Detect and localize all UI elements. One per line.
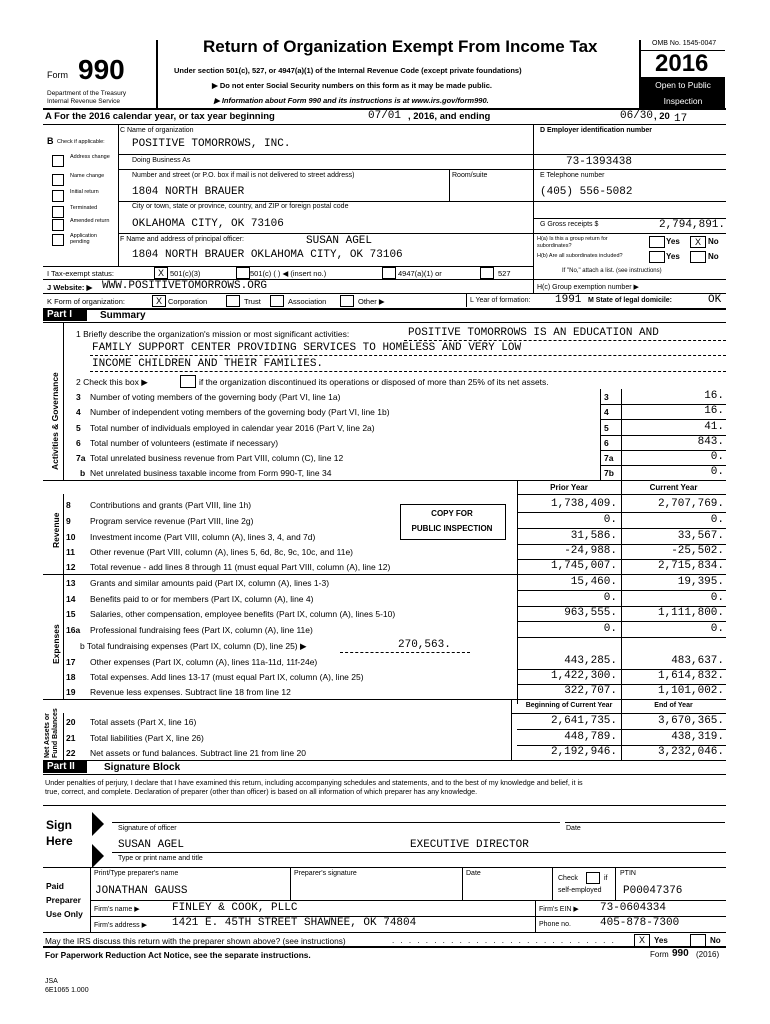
- current-year-value: 483,637.: [671, 655, 724, 667]
- current-year-value: 1,101,002.: [657, 685, 724, 697]
- dba-label: Doing Business As: [132, 157, 191, 164]
- website-value: WWW.POSITIVETOMORROWS.ORG: [102, 280, 268, 292]
- jsa-label: JSA: [45, 978, 58, 985]
- officer-title: EXECUTIVE DIRECTOR: [410, 839, 529, 851]
- current-year-value: 3,232,046.: [657, 746, 724, 758]
- preparer-name-label: Print/Type preparer's name: [94, 870, 179, 877]
- city-label: City or town, state or province, country, and ZIP or foreign postal code: [132, 203, 349, 210]
- col-end-year: End of Year: [654, 702, 693, 709]
- check-if-applicable: Check if applicable:: [57, 139, 105, 145]
- other-label: Other ▶: [358, 297, 385, 306]
- gov-line-text: Total number of individuals employed in calendar year 2016 (Part V, line 2a): [90, 423, 375, 433]
- omb-number: OMB No. 1545-0047: [652, 40, 717, 47]
- 527-checkbox[interactable]: [480, 267, 494, 279]
- prior-year-value: 2,192,946.: [550, 746, 617, 758]
- gross-receipts-value: 2,794,891.: [658, 219, 725, 231]
- gov-line-number: 6: [76, 438, 81, 448]
- gov-line-text: Number of independent voting members of the governing body (Part VI, line 1b): [90, 407, 390, 417]
- ptin-label: PTIN: [620, 870, 636, 877]
- summary-line-number: 12: [66, 562, 76, 572]
- gov-line-number: b: [80, 468, 86, 478]
- state-domicile-value: OK: [708, 294, 722, 306]
- website-label: J Website: ▶: [47, 283, 93, 292]
- perjury-statement-1: Under penalties of perjury, I declare that I have examined this return, including accompanying schedules and statements, and to the best of my knowledge and belief, it is: [45, 778, 583, 787]
- line16b-value: 270,563.: [398, 639, 451, 651]
- firm-ein-label: Firm's EIN ▶: [539, 906, 579, 913]
- dept-irs: Internal Revenue Service: [47, 98, 120, 105]
- ha-no-label: No: [708, 237, 719, 246]
- summary-line-text: Investment income (Part VIII, column (A), lines 3, 4, and 7d): [90, 532, 316, 542]
- b-checkbox[interactable]: [52, 174, 64, 186]
- gov-line-number: 4: [76, 407, 81, 417]
- state-domicile-label: M State of legal domicile:: [588, 297, 673, 304]
- b-item-label: Name change: [70, 173, 105, 179]
- other-checkbox[interactable]: [340, 295, 354, 307]
- prior-year-value: 0.: [603, 514, 617, 526]
- self-employed-label: self-employed: [558, 887, 602, 894]
- summary-line-number: 8: [66, 500, 71, 510]
- tax-year-end-yy: 17: [674, 113, 688, 125]
- prior-year-value: 0.: [603, 623, 617, 635]
- gov-line-value: 41.: [704, 421, 724, 433]
- b-item-label: Initial return: [70, 189, 99, 195]
- form-ref-number: 990: [672, 948, 689, 959]
- summary-line-text: Grants and similar amounts paid (Part IX, column (A), lines 1-3): [90, 578, 330, 588]
- prior-year-value: 2,641,735.: [550, 715, 617, 727]
- mission-line-3: INCOME CHILDREN AND THEIR FAMILIES.: [92, 358, 324, 370]
- summary-line-text: Other revenue (Part VIII, column (A), lines 5, 6d, 8c, 9c, 10c, and 11e): [90, 547, 353, 557]
- year-formation-value: 1991: [555, 294, 582, 306]
- current-year-value: 0.: [710, 623, 724, 635]
- attach-list-note: If "No," attach a list. (see instructions): [562, 268, 662, 274]
- form-of-org-label: K Form of organization:: [47, 297, 125, 306]
- prior-year-value: 1,745,007.: [550, 560, 617, 572]
- summary-line-text: Total liabilities (Part X, line 26): [90, 733, 204, 743]
- b-item-label: Terminated: [70, 205, 98, 211]
- gross-receipts-label: G Gross receipts $: [540, 221, 599, 228]
- form-subtitle-1: Under section 501(c), 527, or 4947(a)(1) of the Internal Revenue Code (except private foundations): [174, 66, 522, 75]
- discuss-yes-label: Yes: [654, 936, 668, 945]
- paperwork-notice: For Paperwork Reduction Act Notice, see the separate instructions.: [45, 950, 311, 960]
- current-year-value: 2,715,834.: [657, 560, 724, 572]
- prior-year-value: 1,738,409.: [550, 498, 617, 510]
- part1-tag: Part I: [43, 309, 87, 321]
- hb-no-checkbox[interactable]: [690, 251, 706, 263]
- principal-officer-address: 1804 NORTH BRAUER OKLAHOMA CITY, OK 73106: [132, 249, 403, 261]
- year-formation-label: L Year of formation:: [470, 297, 531, 304]
- gov-line-text: Number of voting members of the governing body (Part VI, line 1a): [90, 392, 341, 402]
- form-subtitle-3: ▶ Information about Form 990 and its instructions is at www.irs.gov/form990.: [214, 96, 489, 105]
- type-name-label: Type or print name and title: [118, 855, 203, 862]
- gov-line-box: 5: [604, 423, 609, 433]
- summary-line-number: 20: [66, 717, 76, 727]
- sign-label: Sign: [46, 818, 72, 832]
- paid-label: Paid: [46, 881, 64, 891]
- firm-address-label: Firm's address ▶: [94, 922, 148, 929]
- part2-tag: Part II: [43, 761, 87, 773]
- gov-line-value: 843.: [697, 436, 724, 448]
- city-state-zip: OKLAHOMA CITY, OK 73106: [132, 218, 284, 230]
- preparer-name: JONATHAN GAUSS: [95, 885, 188, 897]
- firm-address: 1421 E. 45TH STREET SHAWNEE, OK 74804: [172, 917, 417, 929]
- ein-label: D Employer identification number: [540, 127, 653, 134]
- 4947-label: 4947(a)(1) or: [398, 269, 442, 278]
- ha-no-checkbox[interactable]: X: [690, 236, 706, 248]
- ein-value: 73-1393438: [566, 156, 633, 168]
- prior-year-value: 443,285.: [564, 655, 617, 667]
- gov-line-number: 7a: [76, 453, 86, 463]
- b-checkbox[interactable]: [52, 206, 64, 218]
- b-item-label: Address change: [70, 154, 110, 160]
- principal-officer: SUSAN AGEL: [306, 235, 373, 247]
- current-year-value: 33,567.: [677, 530, 724, 542]
- tax-year-end: 06/30: [620, 110, 654, 122]
- 4947-checkbox[interactable]: [382, 267, 396, 279]
- room-suite-label: Room/suite: [452, 172, 488, 179]
- summary-line-text: Contributions and grants (Part VIII, line 1h): [90, 500, 252, 510]
- summary-line-text: Program service revenue (Part VIII, line 2g): [90, 516, 254, 526]
- gov-line-text: Net unrelated business taxable income from Form 990-T, line 34: [90, 468, 332, 478]
- summary-line-number: 18: [66, 672, 76, 682]
- side-label-net-assets: Net Assets or Fund Balances: [44, 708, 59, 758]
- officer-name: SUSAN AGEL: [118, 839, 185, 851]
- current-year-value: 0.: [710, 592, 724, 604]
- part1-title: Summary: [100, 310, 146, 321]
- summary-line-number: 9: [66, 516, 71, 526]
- 501c3-label: 501(c)(3): [170, 269, 201, 278]
- hb-yes-checkbox[interactable]: [649, 251, 665, 263]
- signature-officer-label: Signature of officer: [118, 825, 177, 832]
- summary-line-text: Professional fundraising fees (Part IX, column (A), line 11e): [90, 625, 313, 635]
- gov-line-box: 4: [604, 407, 609, 417]
- phone-label: Phone no.: [539, 921, 571, 928]
- summary-line-text: Salaries, other compensation, employee benefits (Part IX, column (A), lines 5-10): [90, 609, 396, 619]
- b-checkbox[interactable]: [52, 219, 64, 231]
- line-a-end-year-pre: , 20: [654, 111, 670, 122]
- hb-no-label: No: [708, 252, 719, 261]
- preparer-phone: 405-878-7300: [600, 917, 680, 929]
- summary-line-text: Benefits paid to or for members (Part IX, column (A), line 4): [90, 594, 314, 604]
- telephone-value: (405) 556-5082: [540, 186, 633, 198]
- b-checkbox[interactable]: [52, 190, 64, 202]
- line1-label: 1 Briefly describe the organization's mission or most significant activities:: [76, 329, 350, 339]
- section-b-label: B: [47, 136, 54, 146]
- gov-line-text: Total number of volunteers (estimate if necessary): [90, 438, 279, 448]
- form-title: Return of Organization Exempt From Income Tax: [203, 37, 598, 56]
- ha-yes-label: Yes: [666, 237, 680, 246]
- line16b-label: b Total fundraising expenses (Part IX, column (D), line 25) ▶: [80, 641, 307, 651]
- b-item-label: Application pending: [70, 233, 97, 245]
- line-a-mid: , 2016, and ending: [408, 111, 491, 122]
- sign-arrow-icon: [92, 810, 108, 870]
- summary-line-number: 16a: [66, 625, 81, 635]
- current-year-value: 19,395.: [677, 576, 724, 588]
- summary-line-number: 14: [66, 594, 76, 604]
- 501c-other-label: 501(c) ( ) ◀ (insert no.): [250, 269, 327, 278]
- org-name: POSITIVE TOMORROWS, INC.: [132, 138, 291, 150]
- prior-year-value: 15,460.: [570, 576, 617, 588]
- b-checkbox[interactable]: [52, 234, 64, 246]
- 501c3-checkbox[interactable]: X: [154, 267, 168, 279]
- prior-year-value: 0.: [603, 592, 617, 604]
- discuss-no-label: No: [710, 936, 721, 945]
- principal-officer-label: F Name and address of principal officer:: [120, 236, 244, 243]
- preparer-date-label: Date: [466, 870, 481, 877]
- 527-label: 527: [498, 269, 511, 278]
- col-beginning-year: Beginning of Current Year: [525, 702, 613, 709]
- summary-line-text: Other expenses (Part IX, column (A), lines 11a-11d, 11f-24e): [90, 657, 318, 667]
- line2-label-a: 2 Check this box ▶: [76, 377, 148, 387]
- gov-line-number: 3: [76, 392, 81, 402]
- discontinued-checkbox[interactable]: [180, 375, 196, 388]
- use-only-label: Use Only: [46, 909, 83, 919]
- current-year-value: 3,670,365.: [657, 715, 724, 727]
- side-label-expenses: Expenses: [51, 624, 61, 664]
- summary-line-number: 10: [66, 532, 76, 542]
- summary-line-text: Total expenses. Add lines 13-17 (must equal Part IX, column (A), line 25): [90, 672, 364, 682]
- form-number: 990: [78, 54, 125, 85]
- ha-yes-checkbox[interactable]: [649, 236, 665, 248]
- line2-label-b: if the organization discontinued its operations or disposed of more than 25% of its net assets.: [199, 377, 549, 387]
- preparer-signature-label: Preparer's signature: [294, 870, 357, 877]
- b-item-label: Amended return: [70, 218, 110, 224]
- gov-line-value: 0.: [710, 466, 724, 478]
- summary-line-number: 22: [66, 748, 76, 758]
- tax-year: 2016: [655, 50, 709, 77]
- street-label: Number and street (or P.O. box if mail is not delivered to street address): [132, 172, 355, 179]
- prior-year-value: 448,789.: [564, 731, 617, 743]
- part2-title: Signature Block: [104, 762, 181, 773]
- corporation-checkbox[interactable]: X: [152, 295, 166, 307]
- prior-year-value: 31,586.: [570, 530, 617, 542]
- if-label: if: [604, 875, 608, 882]
- tax-year-begin: 07/01: [368, 110, 402, 122]
- hb-yes-label: Yes: [666, 252, 680, 261]
- side-label-revenue: Revenue: [51, 512, 61, 548]
- jsa-code: 6E1065 1.000: [45, 987, 89, 994]
- form-ref-prefix: Form: [650, 950, 669, 959]
- open-public-1: Open to Public: [655, 80, 711, 90]
- mission-line-2: FAMILY SUPPORT CENTER PROVIDING SERVICES TO HOMELESS AND VERY LOW: [92, 342, 522, 354]
- preparer-label: Preparer: [46, 895, 81, 905]
- dept-treasury: Department of the Treasury: [47, 90, 127, 97]
- self-employed-checkbox[interactable]: [586, 872, 600, 884]
- street-address: 1804 NORTH BRAUER: [132, 186, 245, 198]
- current-year-value: 0.: [710, 514, 724, 526]
- line-a-label: A For the 2016 calendar year, or tax year beginning: [45, 111, 275, 122]
- discuss-question: May the IRS discuss this return with the preparer shown above? (see instructions): [45, 936, 346, 946]
- gov-line-value: 16.: [704, 390, 724, 402]
- group-exemption-label: H(c) Group exemption number ▶: [537, 284, 639, 291]
- org-name-label: C Name of organization: [120, 127, 194, 134]
- gov-line-box: 6: [604, 438, 609, 448]
- mission-line-1: POSITIVE TOMORROWS IS AN EDUCATION AND: [408, 327, 659, 339]
- public-inspection-stamp: PUBLIC INSPECTION: [411, 524, 493, 533]
- 501c-other-checkbox[interactable]: [236, 267, 250, 279]
- discuss-yes-checkbox[interactable]: X: [634, 934, 650, 947]
- current-year-value: 2,707,769.: [657, 498, 724, 510]
- col-current-year: Current Year: [649, 483, 698, 492]
- gov-line-box: 7b: [604, 468, 614, 478]
- firm-name-label: Firm's name ▶: [94, 906, 140, 913]
- ptin-value: P00047376: [623, 885, 683, 897]
- form-ref-year: (2016): [696, 950, 720, 959]
- gov-line-box: 3: [604, 392, 609, 402]
- perjury-statement-2: true, correct, and complete. Declaration of preparer (other than officer) is based on all information of which preparer has any knowledge.: [45, 787, 478, 796]
- summary-line-number: 11: [66, 547, 75, 557]
- prior-year-value: 963,555.: [564, 607, 617, 619]
- summary-line-number: 13: [66, 578, 76, 588]
- summary-line-number: 15: [66, 609, 76, 619]
- firm-name: FINLEY & COOK, PLLC: [172, 902, 298, 914]
- summary-line-number: 17: [66, 657, 76, 667]
- gov-line-value: 16.: [704, 405, 724, 417]
- prior-year-value: 1,422,300.: [550, 670, 617, 682]
- current-year-value: 438,319.: [671, 731, 724, 743]
- summary-line-text: Total assets (Part X, line 16): [90, 717, 197, 727]
- association-checkbox[interactable]: [270, 295, 284, 307]
- gov-line-value: 0.: [710, 451, 724, 463]
- current-year-value: 1,111,800.: [657, 607, 724, 619]
- tax-exempt-status-label: I Tax-exempt status:: [47, 269, 114, 278]
- current-year-value: -25,502.: [671, 545, 724, 557]
- trust-label: Trust: [244, 297, 261, 306]
- summary-line-text: Total revenue - add lines 8 through 11 (must equal Part VIII, column (A), line 12): [90, 562, 391, 572]
- subordinates-included-question: H(b) Are all subordinates included?: [537, 253, 623, 259]
- trust-checkbox[interactable]: [226, 295, 240, 307]
- gov-line-text: Total unrelated business revenue from Part VIII, column (C), line 12: [90, 453, 344, 463]
- gov-line-number: 5: [76, 423, 81, 433]
- telephone-label: E Telephone number: [540, 172, 605, 179]
- b-checkbox[interactable]: [52, 155, 64, 167]
- copy-for-stamp: COPY FOR: [431, 509, 473, 518]
- association-label: Association: [288, 297, 327, 306]
- open-public-2: Inspection: [663, 96, 703, 106]
- prior-year-value: 322,707.: [564, 685, 617, 697]
- sign-date-label: Date: [566, 825, 581, 832]
- firm-ein: 73-0604334: [600, 902, 667, 914]
- form-subtitle-2: ▶ Do not enter Social Security numbers on this form as it may be made public.: [212, 81, 492, 90]
- check-label: Check: [558, 875, 578, 882]
- here-label: Here: [46, 834, 73, 848]
- corporation-label: Corporation: [168, 297, 208, 306]
- form-label: Form: [47, 70, 68, 80]
- group-return-question: H(a) Is this a group return for subordinates?: [537, 236, 608, 249]
- summary-line-text: Net assets or fund balances. Subtract line 21 from line 20: [90, 748, 306, 758]
- side-label-governance: Activities & Governance: [50, 372, 60, 470]
- summary-line-number: 21: [66, 733, 76, 743]
- current-year-value: 1,614,832.: [657, 670, 724, 682]
- summary-line-number: 19: [66, 687, 76, 697]
- prior-year-value: -24,988.: [564, 545, 617, 557]
- gov-line-box: 7a: [604, 453, 614, 463]
- summary-line-text: Revenue less expenses. Subtract line 18 from line 12: [90, 687, 291, 697]
- col-prior-year: Prior Year: [550, 483, 588, 492]
